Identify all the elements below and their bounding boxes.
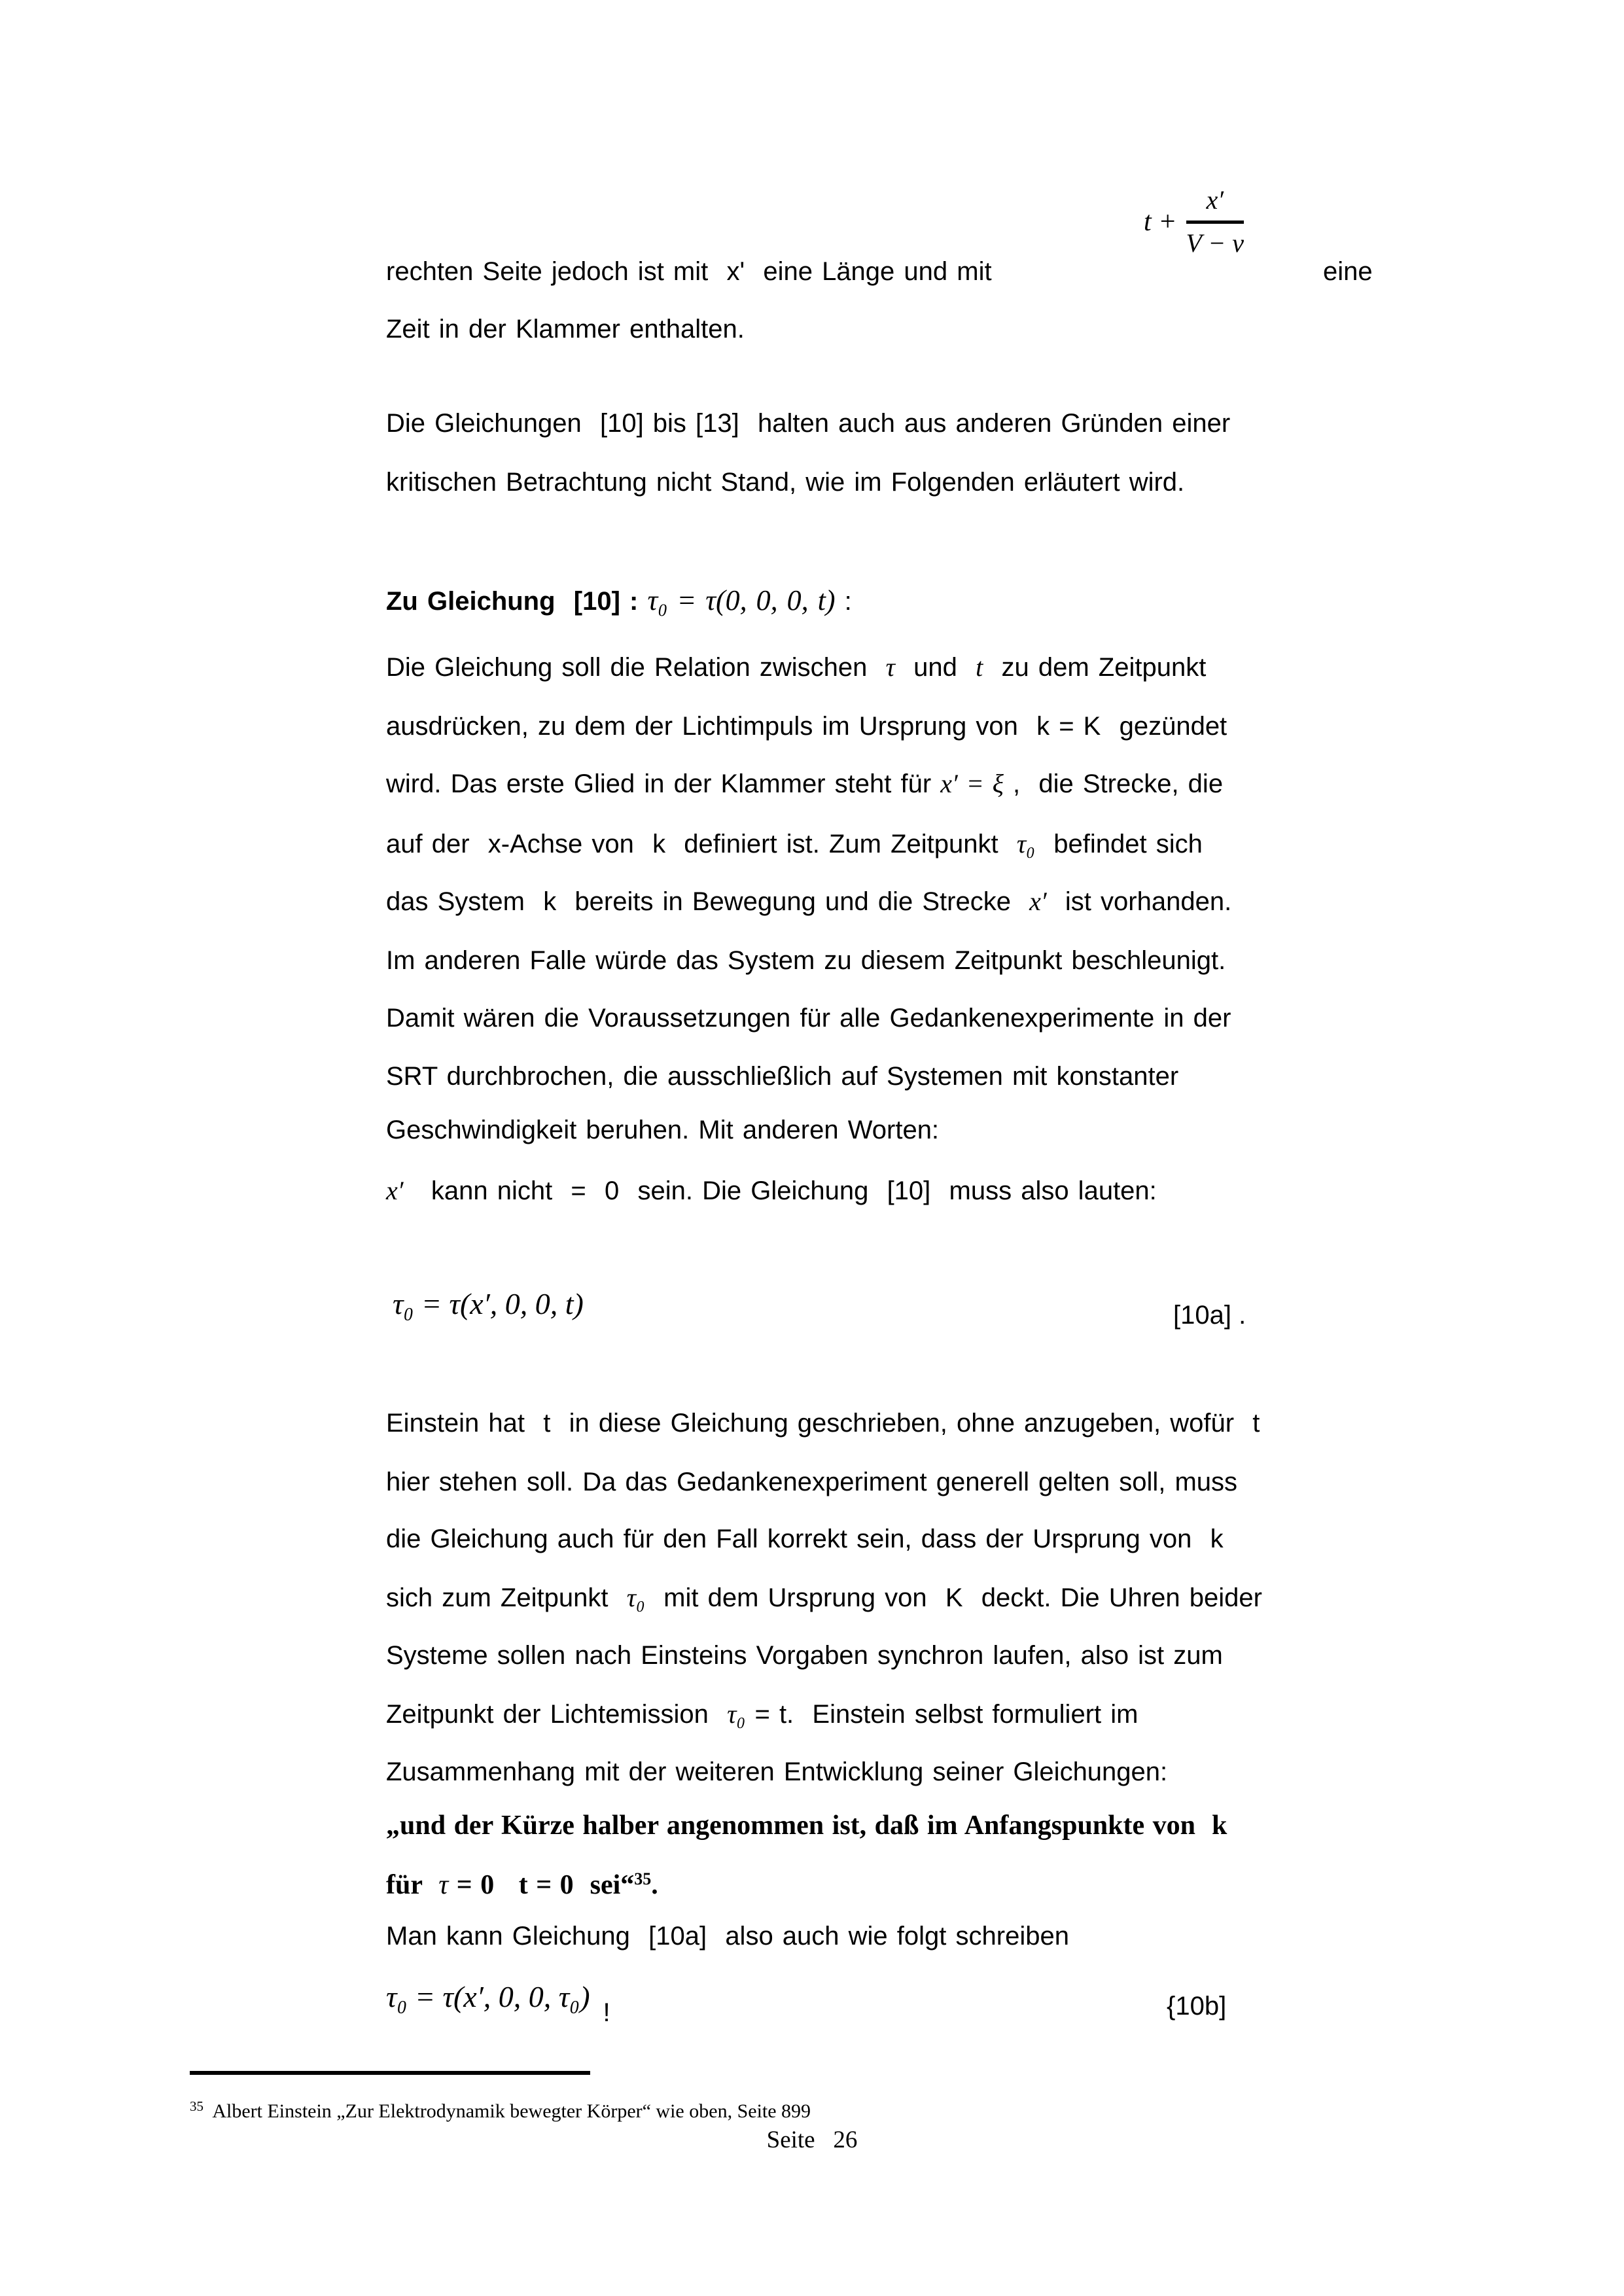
heading-formula: τ₀ = τ(0, 0, 0, t) [647,584,836,616]
body-line [386,885,1231,918]
body-line [1323,255,1373,288]
fraction-numerator: x′ [1186,185,1244,224]
footnote-reference: 35 [634,1869,652,1888]
body-line [386,651,1206,684]
heading-label: Zu Gleichung [10] : [386,587,648,616]
math-fragment: τ₀ = τ(x′, 0, 0, τ₀) [386,1980,590,2013]
text-run: auf der x-Achse von k definiert ist. Zum Zeitpunkt [386,830,1017,858]
body-line [386,768,1223,800]
equation-label-10b: {10b] [1167,1992,1227,2021]
math-fragment: t [976,652,983,682]
footnote-marker: 35 [190,2098,203,2114]
footnote-rule [190,2071,590,2075]
math-fragment: τ [885,652,895,682]
text-run: kann nicht = 0 sein. Die Gleichung [10] muss also lauten: [403,1176,1157,1205]
page-number: Seite 26 [766,2127,858,2153]
math-fragment: τ₀ [727,1699,746,1729]
body-line: ausdrücken, zu dem der Lichtimpuls im Ursprung von k = K gezündet [386,712,1227,741]
body-line: kritischen Betrachtung nicht Stand, wie im Folgenden erläutert wird. [386,468,1185,497]
equation-10a: τ₀ = τ(x′, 0, 0, t) [393,1287,584,1320]
text-run: befindet sich [1035,830,1203,858]
text-run: sich zum Zeitpunkt [386,1583,627,1612]
body-line: hier stehen soll. Da das Gedankenexperiment generell gelten soll, muss [386,1468,1238,1496]
fraction-t-plus-x-over-V-minus-v [1144,185,1244,258]
fraction-stack [1186,185,1244,258]
text-run: zu dem Zeitpunkt [983,653,1207,682]
quote-line [386,1863,658,1901]
body-line: Im anderen Falle würde das System zu diesem Zeitpunkt beschleunigt. [386,946,1226,975]
fraction-denominator: V − v [1186,228,1244,258]
text-run: Die Gleichung soll die Relation zwischen [386,653,886,682]
body-line [386,828,1203,860]
text-run: rechten Seite jedoch ist mit x' eine Länge und mit [386,257,992,286]
text-run: mit dem Ursprung von K deckt. Die Uhren beider [644,1583,1262,1612]
math-fragment: τ₀ [1016,829,1036,858]
math-fragment: x′ [1029,887,1047,916]
heading-colon: : [835,587,852,616]
body-line [386,1698,1138,1731]
text-run: eine [1323,257,1373,286]
text-run: wird. Das erste Glied in der Klammer steht für [386,769,941,798]
body-line: SRT durchbrochen, die ausschließlich auf Systemen mit konstanter [386,1062,1179,1091]
quote-line: „und der Kürze halber angenommen ist, daß im Anfangspunkte von k [386,1810,1227,1841]
body-line [386,1581,1262,1614]
body-line [386,1174,1157,1207]
math-fragment: x′ [386,1176,404,1205]
body-line: die Gleichung auch für den Fall korrekt sein, dass der Ursprung von k [386,1525,1224,1553]
body-line: Damit wären die Voraussetzungen für alle Gedankenexperimente in der [386,1004,1231,1033]
equation-10b [386,1971,610,2027]
text-run: , die Strecke, die [1003,769,1224,798]
fraction-prefix: t + [1144,206,1177,237]
body-line: Man kann Gleichung [10a] also auch wie folgt schreiben [386,1922,1069,1951]
footnote [190,2091,811,2127]
body-line: Zeit in der Klammer enthalten. [386,315,745,344]
body-line: Die Gleichungen [10] bis [13] halten auch aus anderen Gründen einer [386,409,1231,438]
exclamation-mark: ! [603,1998,610,2027]
text-run: für [386,1870,439,1900]
math-fragment: τ [438,1870,449,1900]
body-line [386,255,992,288]
text-run: und [894,653,976,682]
body-line: Zusammenhang mit der weiteren Entwicklung seiner Gleichungen: [386,1757,1168,1786]
text-run: Zeitpunkt der Lichtemission [386,1700,728,1729]
text-run: ist vorhanden. [1046,887,1232,916]
body-line: Systeme sollen nach Einsteins Vorgaben synchron laufen, also ist zum [386,1641,1223,1670]
footnote-text: Albert Einstein „Zur Elektrodynamik bewegter Körper“ wie oben, Seite 899 [203,2100,811,2122]
math-fragment: τ₀ [626,1583,645,1612]
math-fragment: x′ = ξ [940,769,1004,798]
section-heading [386,584,852,618]
body-line: Einstein hat t in diese Gleichung geschrieben, ohne anzugeben, wofür t [386,1409,1260,1438]
text-run: das System k bereits in Bewegung und die Strecke [386,887,1030,916]
text-run: = 0 t = 0 sei“ [448,1870,635,1900]
body-line: Geschwindigkeit beruhen. Mit anderen Worten: [386,1116,940,1144]
text-run: = t. Einstein selbst formuliert im [745,1700,1139,1729]
text-run: . [651,1870,658,1900]
equation-label-10a: [10a] . [1173,1301,1246,1330]
